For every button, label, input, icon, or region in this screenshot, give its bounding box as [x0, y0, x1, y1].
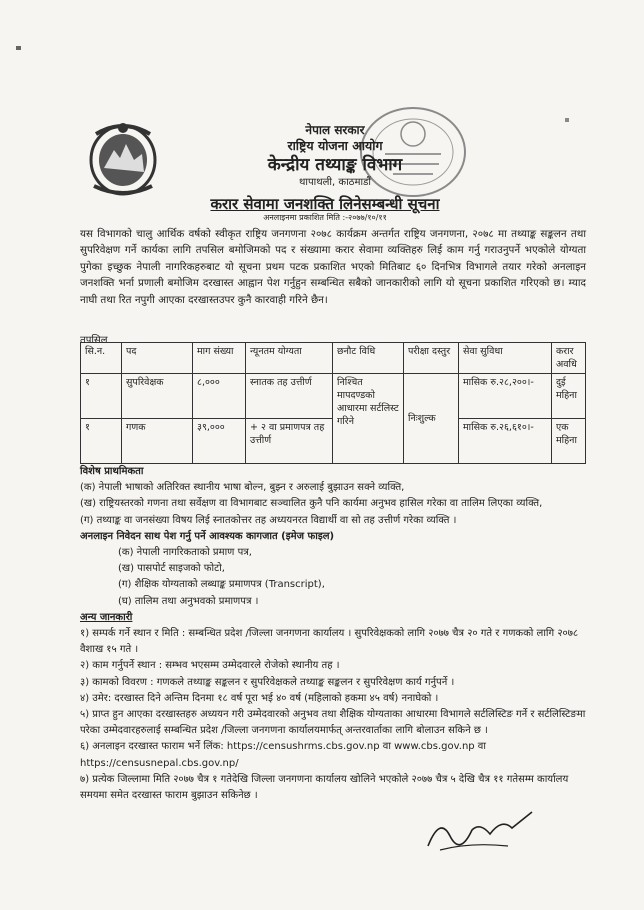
- scan-mark: [16, 46, 21, 50]
- priority-item: (ख) राष्ट्रियस्तरको गणना तथा सर्वेक्षण वा विभागबाट सञ्चालित कुनै पनि कार्यमा अनुभव हासिल गरेका वा तालिम लिएका व्यक्ति,: [80, 498, 543, 510]
- info-item: १) सम्पर्क गर्ने स्थान र मिति : सम्बन्धित प्रदेश /जिल्ला जनगणना कार्यालय । सुपरिवेक्षकको लागि २०७७ चैत्र २० गते र गणकको लागि २०७८ वैशाख १५ गते ।: [80, 628, 579, 656]
- cell-pay: मासिक रु.२६,६१०।-: [459, 419, 552, 464]
- cell-sn: १: [81, 419, 122, 464]
- document-item: (ग) शैक्षिक योग्यताको लब्धाङ्क प्रमाणपत्र (Transcript),: [118, 579, 325, 591]
- cell-term: एक महिना: [552, 419, 586, 464]
- priority-item: (क) नेपाली भाषाको अतिरिक्त स्थानीय भाषा बोल्न, बुझ्न र अरुलाई बुझाउन सक्ने व्यक्ति,: [80, 482, 405, 494]
- letterhead: [210, 123, 460, 190]
- posts-table: [80, 342, 586, 464]
- document-item: (घ) तालिम तथा अनुभवको प्रमाणपत्र ।: [118, 595, 259, 607]
- info-item: २) काम गर्नुपर्ने स्थान : सम्भव भएसम्म उम्मेदवारले रोजेको स्थानीय तह ।: [80, 660, 340, 672]
- info-item: ३) कामको विवरण : गणकले तथ्याङ्क सङ्कलन र सुपरिवेक्षकले तथ्याङ्क सङ्कलन र सुपरिवेक्षण कार्य गर्नुपर्ने ।: [80, 676, 455, 688]
- table-caption: तपसिल: [80, 335, 108, 346]
- col-header: सेवा सुविधा: [459, 343, 552, 374]
- info-item: ७) प्रत्येक जिल्लामा मिति २०७७ चैत्र १ गतेदेखि जिल्ला जनगणना कार्यालय खोलिने भएकोले २०७७ चैत्र ५ देखि चैत्र ११ गतेसम्म कार्यालय समयमा समेत दरखास्त फाराम बुझाउन सकिनेछ ।: [80, 773, 569, 802]
- info-item: ५) प्राप्त हुन आएका दरखास्तहरु अध्ययन गरी उम्मेदवारको अनुभव तथा शैक्षिक योग्यताका आधारमा विभागले सर्टलिस्टिङ गर्ने र सर्टलिस्टिङमा परेका उम्मेदवारहरुलाई सम्बन्धित प्रदेश /जिल्ला जनगणना कार्यालयमार्फत् अन्तरवार्ताका लागि बोलाउन सकिने छ ।: [80, 709, 586, 737]
- cell-exam-fee: निःशुल्क: [404, 374, 459, 464]
- cell-selection-method: निश्चित मापदण्डको आधारमा सर्टलिस्ट गरिने: [333, 374, 404, 464]
- col-header: सि.न.: [81, 343, 122, 374]
- document-item: (ख) पासपोर्ट साइजको फोटो,: [118, 563, 225, 575]
- cell-post: सुपरिवेक्षक: [122, 374, 193, 419]
- cell-post: गणक: [122, 419, 193, 464]
- department-address: थापाथली, काठमाडौं: [299, 177, 371, 188]
- info-item-links: ६) अनलाइन दरखास्त फाराम भर्ने लिंक: https://censushrms.cbs.gov.np वा www.cbs.gov.np वा https://censusnepal.cbs.gov.np/: [80, 741, 486, 769]
- cell-sn: १: [81, 374, 122, 419]
- other-info-title: अन्य जानकारी: [80, 611, 133, 623]
- document-item: (क) नेपाली नागरिकताको प्रमाण पत्र,: [118, 547, 252, 559]
- col-header: छनौट विधि: [333, 343, 404, 374]
- nepal-emblem-logo: [84, 116, 162, 200]
- notice-body: [80, 464, 586, 804]
- government-name: नेपाल सरकार: [305, 123, 365, 137]
- table-header-row: [81, 343, 586, 374]
- info-item: ४) उमेर: दरखास्त दिने अन्तिम दिनमा १८ वर्ष पूरा भई ४० वर्ष (महिलाको हकमा ४५ वर्ष) ननाघेको ।: [80, 692, 439, 704]
- col-header: न्यूनतम योग्यता: [246, 343, 333, 374]
- cell-count: ८,०००: [193, 374, 246, 419]
- col-header: माग संख्या: [193, 343, 246, 374]
- col-header: करार अवधि: [552, 343, 586, 374]
- commission-name: राष्ट्रिय योजना आयोग: [287, 138, 383, 153]
- cell-qualification: स्नातक तह उत्तीर्ण: [246, 374, 333, 419]
- notice-title: करार सेवामा जनशक्ति लिनेसम्बन्धी सूचना: [210, 195, 440, 213]
- handwritten-signature: [420, 806, 540, 856]
- intro-paragraph: यस विभागको चालु आर्थिक वर्षको स्वीकृत राष्ट्रिय जनगणना २०७८ कार्यक्रम अन्तर्गत राष्ट्रिय जनगणना, २०७८ मा तथ्याङ्क सङ्कलन तथा सुपरिवेक्षण गर्ने कार्यका लागि तपसिल बमोजिमको पद र संख्यामा करार सेवामा व्यक्तिहरु लिई काम गर्नु गराउनुपर्ने भएकोले योग्यता पुगेका इच्छुक नेपाली नागरिकहरुबाट यो सूचना प्रथम पटक प्रकाशित भएको मितिबाट ६० दिनभित्र विभागले तयार गरेको अनलाइन जनशक्ति भर्ना प्रणाली बमोजिम दरखास्त आह्वान पेश गर्नुहुन सम्बन्धित सबैको जानकारीको लागि यो सूचना प्रकाशित गरिएको छ। म्याद नाघी तथा रित नपुगी आएका दरखास्तउपर कुनै कारवाही गरिने छैन।: [80, 228, 586, 306]
- col-header: पद: [122, 343, 193, 374]
- department-name: केन्द्रीय तथ्याङ्क विभाग: [267, 155, 403, 175]
- cell-count: ३९,०००: [193, 419, 246, 464]
- documents-title: अनलाइन निवेदन साथ पेश गर्नु पर्ने आवश्यक कागजात (इमेज फाइल): [80, 530, 335, 542]
- table-row: [81, 374, 586, 419]
- cell-term: दुई महिना: [552, 374, 586, 419]
- cell-pay: मासिक रु.२८,२००।-: [459, 374, 552, 419]
- priority-title: विशेष प्राथमिकता: [80, 466, 144, 477]
- scan-mark: [565, 118, 569, 122]
- cell-qualification: + २ वा प्रमाणपत्र तह उत्तीर्ण: [246, 419, 333, 464]
- col-header: परीक्षा दस्तुर: [404, 343, 459, 374]
- notice-date: अनलाइनमा प्रकाशित मिति :-२०७७/१०/११: [263, 213, 387, 222]
- priority-item: (ग) तथ्याङ्क वा जनसंख्या विषय लिई स्नातकोत्तर तह अध्ययनरत विद्यार्थी वा सो तह उत्तीर्ण गरेका व्यक्ति ।: [80, 514, 457, 526]
